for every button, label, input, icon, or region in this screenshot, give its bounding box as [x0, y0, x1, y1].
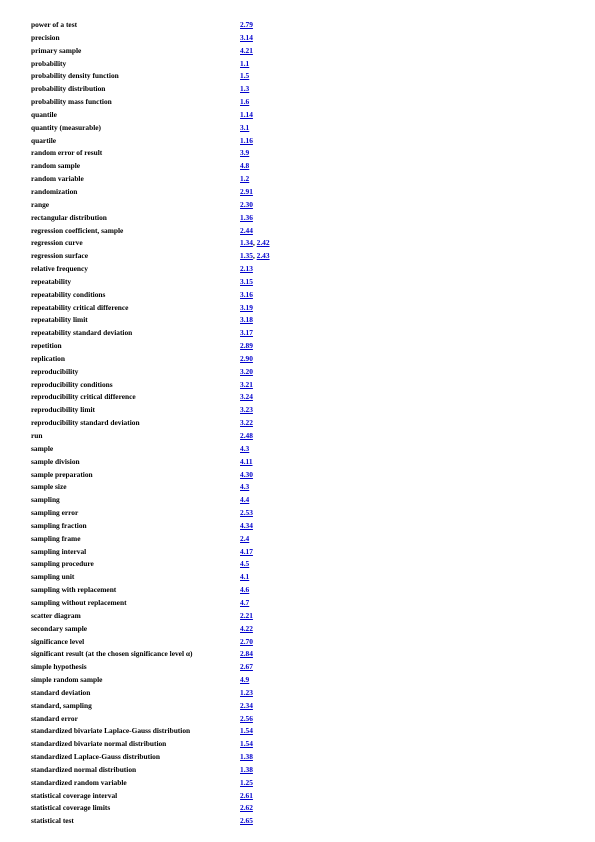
clause-ref-link[interactable]: 2.65	[240, 816, 253, 826]
clause-ref-link[interactable]: 2.79	[240, 20, 253, 29]
index-term: sampling interval	[31, 546, 87, 556]
index-entry	[31, 32, 571, 45]
index-term: power of a test	[31, 20, 78, 29]
index-entry	[31, 19, 571, 32]
clause-ref-link[interactable]: 1.36	[240, 212, 253, 222]
index-refs	[240, 738, 253, 751]
index-entry	[31, 327, 571, 340]
index-entry	[31, 481, 571, 494]
ref-separator: ,	[252, 251, 257, 261]
index-entry	[31, 276, 571, 289]
index-refs	[240, 147, 249, 160]
index-refs	[240, 96, 249, 109]
clause-ref-link[interactable]: 2.89	[240, 341, 253, 351]
clause-ref-link[interactable]: 1.38	[240, 764, 253, 774]
clause-ref-link[interactable]: 4.5	[240, 559, 250, 569]
clause-ref-link[interactable]: 4.7	[240, 597, 250, 607]
index-term: sampling fraction	[31, 520, 87, 530]
index-term: repeatability	[31, 276, 72, 286]
clause-ref-link[interactable]: 4.4	[240, 495, 250, 505]
index-refs	[240, 597, 249, 610]
index-entry	[31, 417, 571, 430]
index-term: precision	[31, 32, 60, 42]
index-entry	[31, 533, 571, 546]
index-refs	[240, 109, 253, 122]
index-refs	[240, 276, 253, 289]
index-entry	[31, 558, 571, 571]
index-term: standardized random variable	[31, 777, 127, 787]
index-refs	[240, 623, 253, 636]
index-term: quantile	[31, 109, 57, 119]
index-entry	[31, 507, 571, 520]
index-refs	[240, 610, 253, 623]
index-entry	[31, 430, 571, 443]
index-refs	[240, 289, 253, 302]
clause-ref-link[interactable]: 2.67	[240, 662, 253, 672]
index-refs	[240, 353, 253, 366]
index-entry	[31, 494, 571, 507]
index-refs	[240, 494, 249, 507]
clause-ref-link[interactable]: 1.25	[240, 777, 253, 787]
clause-ref-link[interactable]: 4.8	[240, 161, 250, 171]
index-refs	[240, 237, 270, 250]
index-term: sampling frame	[31, 533, 81, 543]
index-refs	[240, 83, 249, 96]
index-refs	[240, 263, 253, 276]
index-entry	[31, 700, 571, 713]
index-refs	[240, 674, 249, 687]
index-entry	[31, 610, 571, 623]
clause-ref-link[interactable]: 1.16	[240, 135, 253, 145]
index-refs	[240, 302, 253, 315]
clause-ref-link[interactable]: 2.13	[240, 264, 253, 274]
index-term: reproducibility limit	[31, 405, 95, 415]
index-entry	[31, 790, 571, 803]
index-entry	[31, 404, 571, 417]
clause-ref-link[interactable]: 2.61	[240, 790, 253, 800]
clause-ref-link[interactable]: 4.9	[240, 675, 250, 685]
index-term: standardized normal distribution	[31, 764, 137, 774]
index-entry	[31, 764, 571, 777]
index-entry	[31, 815, 571, 828]
clause-ref-link[interactable]: 1.38	[240, 752, 253, 762]
index-refs	[240, 713, 253, 726]
index-term: repeatability conditions	[31, 289, 106, 299]
index-term: run	[31, 431, 43, 440]
clause-ref-link[interactable]: 1.6	[240, 97, 250, 107]
index-refs	[240, 19, 253, 32]
index-entry	[31, 391, 571, 404]
index-term: significance level	[31, 636, 85, 646]
index-term: random error of result	[31, 148, 103, 158]
clause-ref-link[interactable]: 1.23	[240, 687, 253, 697]
index-refs	[240, 558, 249, 571]
index-term: sample division	[31, 456, 80, 466]
index-entry	[31, 135, 571, 148]
index-refs	[240, 571, 249, 584]
index-term: standardized bivariate normal distribution	[31, 739, 167, 749]
index-refs	[240, 648, 253, 661]
index-entry	[31, 58, 571, 71]
clause-ref-link[interactable]: 2.91	[240, 186, 253, 196]
index-entry	[31, 173, 571, 186]
clause-ref-link[interactable]: 1.5	[240, 71, 250, 81]
clause-ref-link[interactable]: 3.15	[240, 276, 253, 286]
clause-ref-link[interactable]: 2.30	[240, 199, 253, 209]
index-entry	[31, 713, 571, 726]
index-entry	[31, 225, 571, 238]
index-term: sample preparation	[31, 469, 93, 479]
index-term: regression coefficient, sample	[31, 225, 124, 235]
clause-ref-link[interactable]: 4.6	[240, 585, 250, 595]
clause-ref-link[interactable]: 2.90	[240, 353, 253, 363]
clause-ref-link[interactable]: 4.1	[240, 572, 250, 582]
index-term: random sample	[31, 161, 81, 171]
index-term: sampling error	[31, 508, 79, 518]
index-entry	[31, 520, 571, 533]
index-term: relative frequency	[31, 264, 88, 274]
index-term: repetition	[31, 341, 62, 351]
index-refs	[240, 58, 249, 71]
index-refs	[240, 764, 253, 777]
index-term: sample	[31, 443, 54, 453]
index-refs	[240, 122, 249, 135]
clause-ref-link[interactable]: 4.3	[240, 482, 250, 492]
clause-ref-link[interactable]: 2.34	[240, 700, 253, 710]
index-refs	[240, 160, 249, 173]
clause-ref-link[interactable]: 1.34	[240, 238, 253, 248]
clause-ref-link[interactable]: 3.19	[240, 302, 253, 312]
index-entry	[31, 379, 571, 392]
clause-ref-link[interactable]: 2.56	[240, 713, 253, 723]
index-entry	[31, 597, 571, 610]
clause-ref-link[interactable]: 4.21	[240, 45, 253, 55]
index-entry	[31, 443, 571, 456]
index-entry	[31, 636, 571, 649]
index-term: simple random sample	[31, 675, 103, 685]
clause-ref-link[interactable]: 3.1	[240, 122, 250, 132]
index-refs	[240, 250, 270, 263]
clause-ref-link[interactable]: 1.54	[240, 739, 253, 749]
clause-ref-link[interactable]: 4.34	[240, 520, 253, 530]
clause-ref-link[interactable]: 3.23	[240, 405, 253, 415]
index-entry	[31, 147, 571, 160]
index-refs	[240, 661, 253, 674]
index-term: scatter diagram	[31, 610, 81, 620]
clause-ref-link[interactable]: 3.20	[240, 366, 253, 376]
clause-ref-link[interactable]: 2.42	[256, 238, 270, 248]
index-entry	[31, 353, 571, 366]
clause-ref-link[interactable]: 1.3	[240, 84, 250, 94]
index-entry	[31, 751, 571, 764]
index-term: standard, sampling	[31, 700, 92, 710]
clause-ref-link[interactable]: 2.70	[240, 636, 253, 646]
index-entry	[31, 314, 571, 327]
index-term: repeatability limit	[31, 315, 88, 325]
index-refs	[240, 186, 253, 199]
index-term: randomization	[31, 186, 78, 196]
index-entry	[31, 263, 571, 276]
index-entry	[31, 456, 571, 469]
clause-ref-link[interactable]: 3.21	[240, 379, 253, 389]
index-entry	[31, 340, 571, 353]
index-refs	[240, 481, 249, 494]
clause-ref-link[interactable]: 4.17	[240, 546, 253, 556]
index-term: sampling without replacement	[31, 597, 127, 607]
index-refs	[240, 366, 253, 379]
index-refs	[240, 443, 249, 456]
clause-ref-link[interactable]: 2.53	[240, 508, 253, 518]
index-term: secondary sample	[31, 623, 88, 633]
clause-ref-link[interactable]: 2.84	[240, 649, 253, 659]
clause-ref-link[interactable]: 3.9	[240, 148, 250, 158]
clause-ref-link[interactable]: 3.22	[240, 418, 253, 428]
index-entry	[31, 186, 571, 199]
index-term: probability	[31, 58, 67, 68]
index-refs	[240, 687, 253, 700]
index-entry	[31, 302, 571, 315]
index-refs	[240, 404, 253, 417]
index-refs	[240, 430, 253, 443]
index-term: standardized Laplace-Gauss distribution	[31, 752, 160, 762]
index-entry	[31, 546, 571, 559]
index-term: probability distribution	[31, 84, 106, 94]
index-term: probability density function	[31, 71, 119, 81]
index-refs	[240, 546, 253, 559]
index-refs	[240, 636, 253, 649]
index-entry	[31, 122, 571, 135]
index-entry	[31, 687, 571, 700]
clause-ref-link[interactable]: 3.14	[240, 32, 253, 42]
clause-ref-link[interactable]: 4.22	[240, 623, 253, 633]
clause-ref-link[interactable]: 2.21	[240, 610, 253, 620]
clause-ref-link[interactable]: 2.48	[240, 431, 253, 440]
index-entry	[31, 199, 571, 212]
index-entry	[31, 725, 571, 738]
index-refs	[240, 777, 253, 790]
index-term: sampling procedure	[31, 559, 94, 569]
clause-ref-link[interactable]: 1.35	[240, 251, 253, 261]
index-entry	[31, 648, 571, 661]
clause-ref-link[interactable]: 1.14	[240, 109, 253, 119]
index-term: simple hypothesis	[31, 662, 87, 672]
index-term: range	[31, 199, 50, 209]
clause-ref-link[interactable]: 3.18	[240, 315, 253, 325]
index-term: repeatability critical difference	[31, 302, 129, 312]
index-term: repeatability standard deviation	[31, 328, 133, 338]
clause-ref-link[interactable]: 3.17	[240, 328, 253, 338]
index-entry	[31, 96, 571, 109]
index-refs	[240, 327, 253, 340]
index-entry	[31, 777, 571, 790]
index-refs	[240, 790, 253, 803]
index-term: regression surface	[31, 251, 88, 261]
index-entry	[31, 160, 571, 173]
index-entry	[31, 623, 571, 636]
index-entry	[31, 109, 571, 122]
clause-ref-link[interactable]: 3.24	[240, 392, 253, 402]
index-refs	[240, 520, 253, 533]
clause-ref-link[interactable]: 4.11	[240, 456, 253, 466]
index-term: primary sample	[31, 45, 82, 55]
index-term: regression curve	[31, 238, 83, 248]
index-term: significant result (at the chosen significance level α)	[31, 649, 193, 659]
index-refs	[240, 391, 253, 404]
index-term: standard deviation	[31, 687, 91, 697]
clause-ref-link[interactable]: 4.3	[240, 443, 250, 453]
index-refs	[240, 469, 253, 482]
clause-ref-link[interactable]: 3.16	[240, 289, 253, 299]
index-entry	[31, 584, 571, 597]
index-refs	[240, 456, 253, 469]
index-entry	[31, 674, 571, 687]
ref-separator: ,	[252, 238, 257, 248]
index-term: sampling unit	[31, 572, 75, 582]
index-refs	[240, 314, 253, 327]
index-entry	[31, 70, 571, 83]
clause-ref-link[interactable]: 2.4	[240, 533, 250, 543]
clause-ref-link[interactable]: 4.30	[240, 469, 253, 479]
index-term: standard error	[31, 713, 78, 723]
index-refs	[240, 135, 253, 148]
index-entry	[31, 571, 571, 584]
clause-ref-link[interactable]: 1.2	[240, 174, 250, 184]
clause-ref-link[interactable]: 1.1	[240, 58, 250, 68]
index-refs	[240, 725, 253, 738]
index-entry	[31, 212, 571, 225]
index-entry	[31, 83, 571, 96]
clause-ref-link[interactable]: 1.54	[240, 726, 253, 736]
index-refs	[240, 802, 253, 815]
index-refs	[240, 417, 253, 430]
index-term: reproducibility conditions	[31, 379, 113, 389]
index-term: rectangular distribution	[31, 212, 107, 222]
index-refs	[240, 225, 253, 238]
index-entry	[31, 661, 571, 674]
index-refs	[240, 533, 249, 546]
index-term: reproducibility	[31, 366, 79, 376]
index-entry	[31, 802, 571, 815]
index-entry	[31, 469, 571, 482]
index-refs	[240, 212, 253, 225]
clause-ref-link[interactable]: 2.43	[256, 251, 270, 261]
index-refs	[240, 32, 253, 45]
index-term: replication	[31, 353, 65, 363]
index-term: random variable	[31, 174, 84, 184]
index-term: reproducibility standard deviation	[31, 418, 140, 428]
clause-ref-link[interactable]: 2.62	[240, 803, 253, 813]
index-entry	[31, 45, 571, 58]
index-list	[31, 19, 571, 828]
index-refs	[240, 173, 249, 186]
index-refs	[240, 70, 249, 83]
index-refs	[240, 199, 253, 212]
index-term: sampling	[31, 495, 60, 505]
index-refs	[240, 584, 249, 597]
index-refs	[240, 45, 253, 58]
index-refs	[240, 815, 253, 828]
index-term: standardized bivariate Laplace-Gauss distribution	[31, 726, 191, 736]
index-entry	[31, 366, 571, 379]
index-term: statistical coverage limits	[31, 803, 111, 813]
index-term: statistical test	[31, 816, 74, 826]
index-entry	[31, 237, 571, 250]
index-refs	[240, 379, 253, 392]
index-refs	[240, 751, 253, 764]
index-refs	[240, 340, 253, 353]
index-term: quartile	[31, 135, 57, 145]
index-term: sample size	[31, 482, 67, 492]
index-term: probability mass function	[31, 97, 112, 107]
clause-ref-link[interactable]: 2.44	[240, 225, 253, 235]
index-term: sampling with replacement	[31, 585, 117, 595]
index-term: quantity (measurable)	[31, 122, 102, 132]
index-refs	[240, 700, 253, 713]
index-entry	[31, 738, 571, 751]
index-term: statistical coverage interval	[31, 790, 118, 800]
index-entry	[31, 289, 571, 302]
index-refs	[240, 507, 253, 520]
index-term: reproducibility critical difference	[31, 392, 136, 402]
index-entry	[31, 250, 571, 263]
